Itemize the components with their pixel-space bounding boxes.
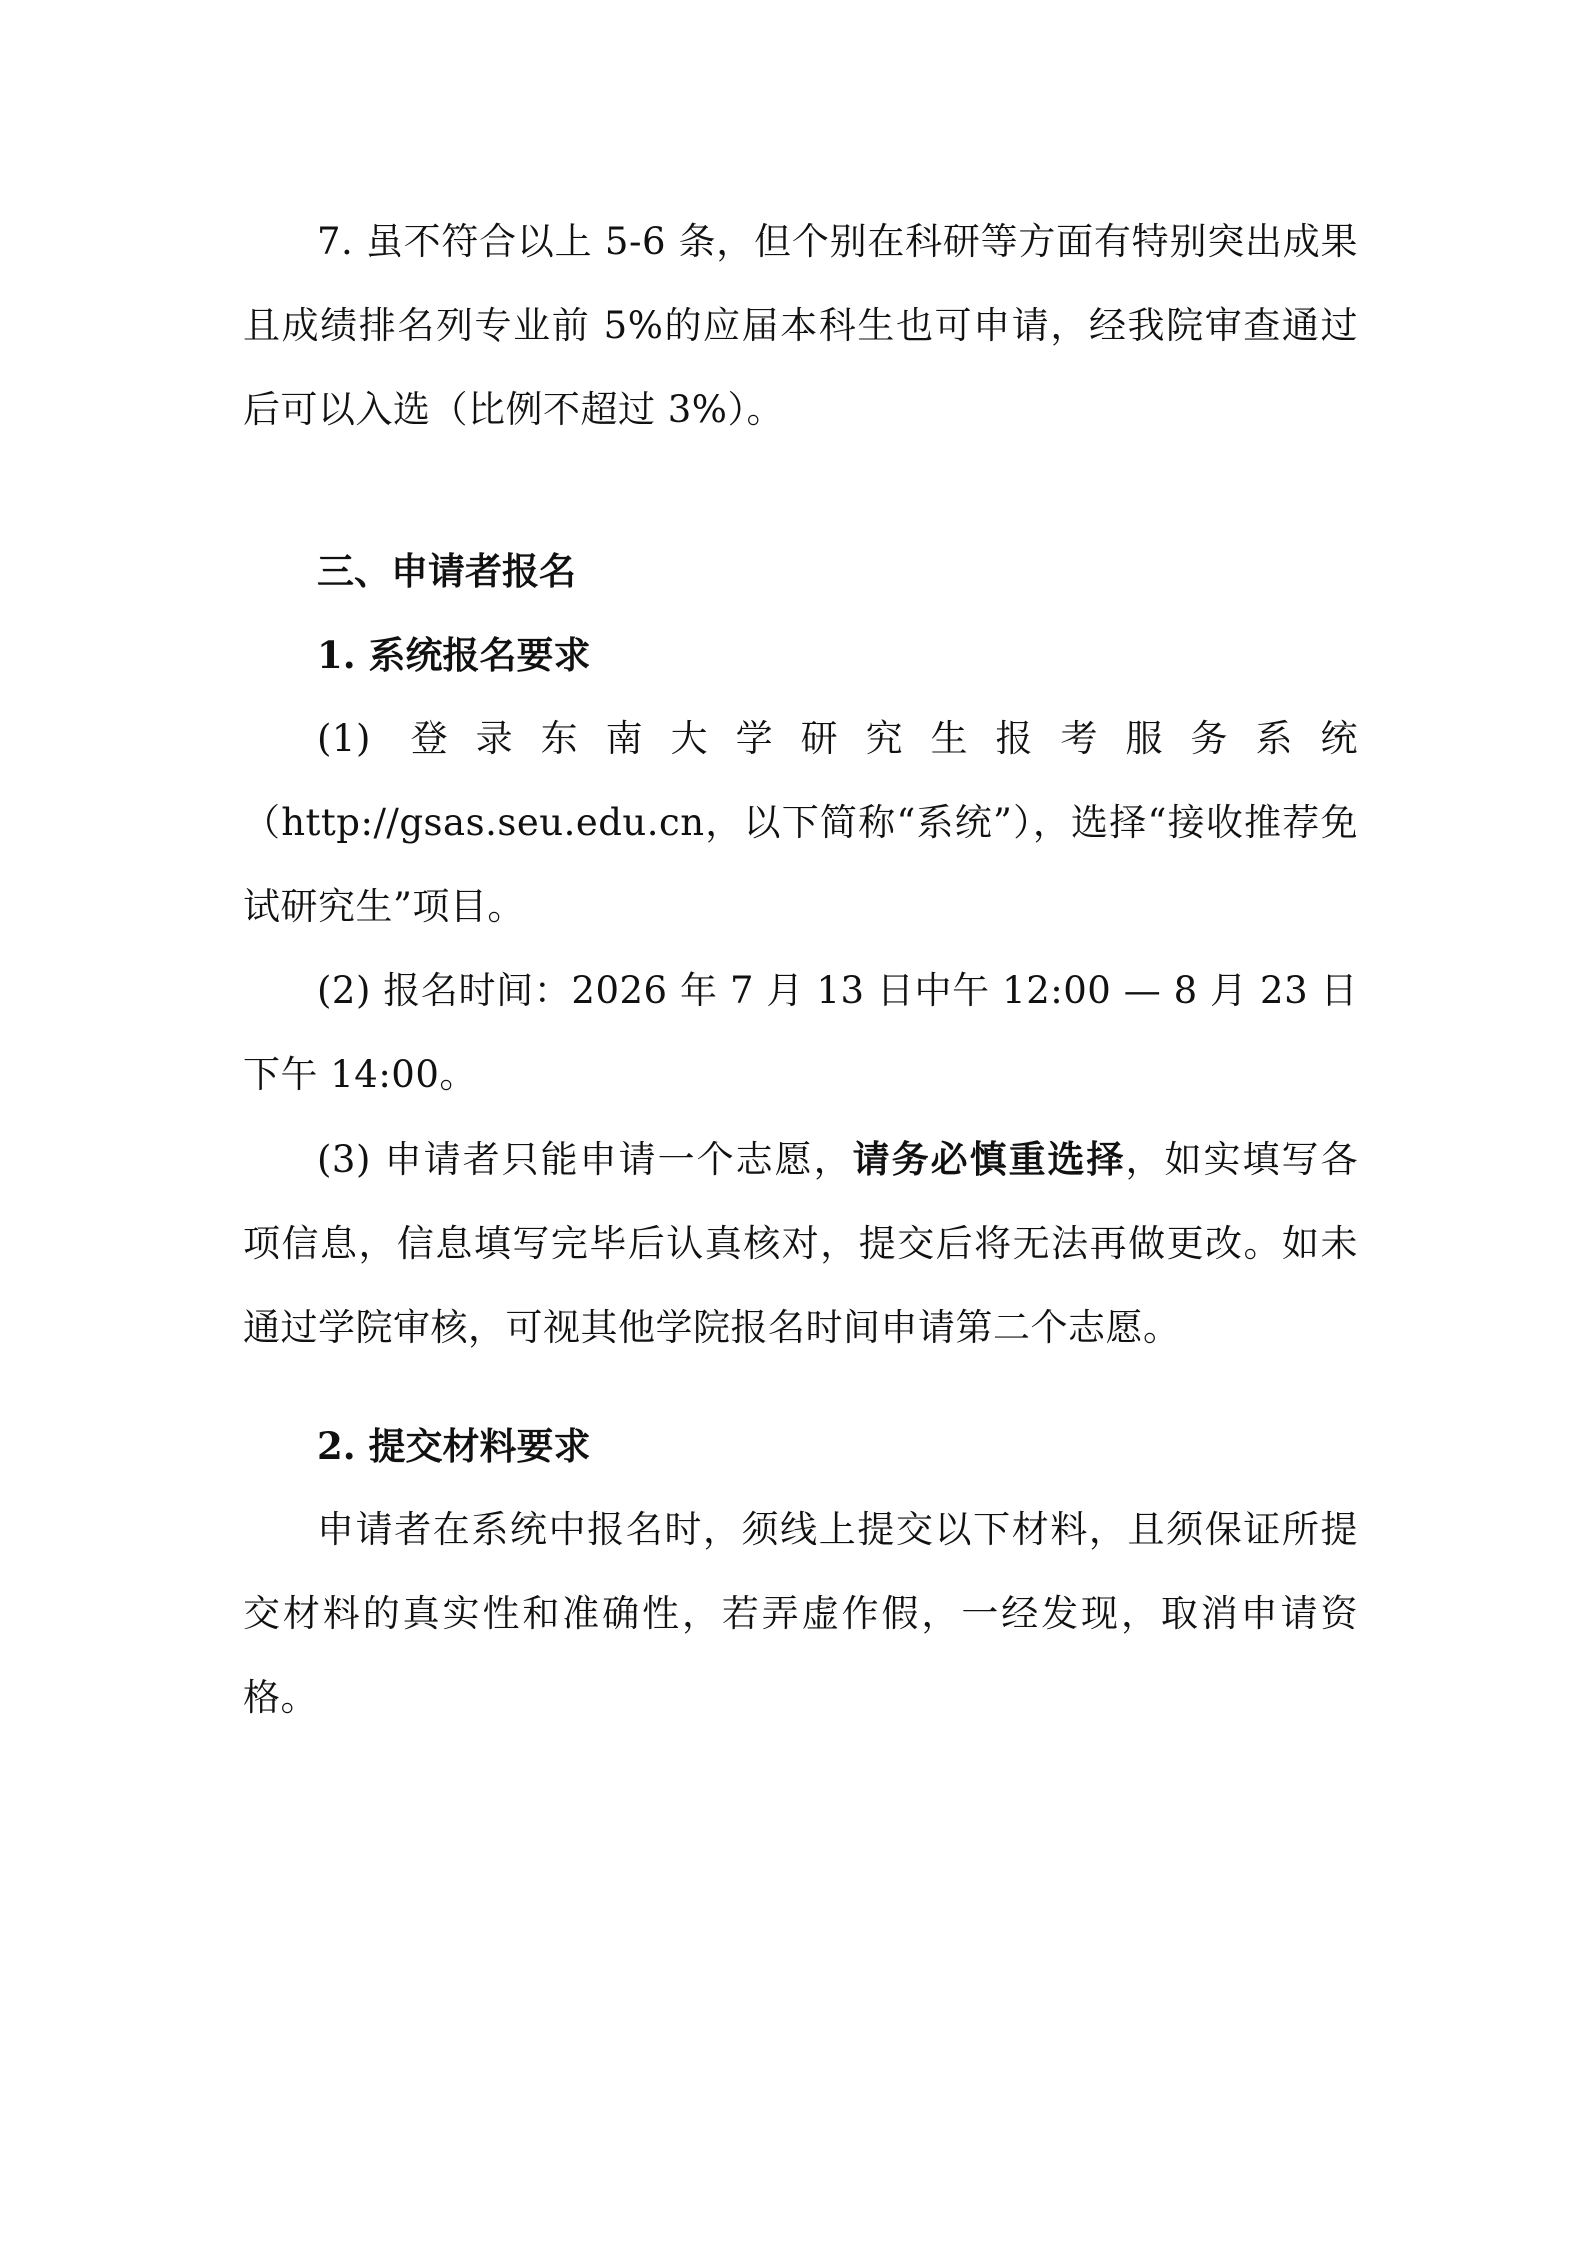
spacer <box>243 1370 1358 1404</box>
registration-time-paragraph: (2) 报名时间：2026 年 7 月 13 日中午 12:00 — 8 月 23 日下午 14:00。 <box>243 969 1358 1096</box>
item-7-paragraph: 7. 虽不符合以上 5-6 条，但个别在科研等方面有特别突出成果且成绩排名列专业前 5%的应届本科生也可申请，经我院审查通过后可以入选（比例不超过 3%）。 <box>243 220 1358 431</box>
document-body <box>243 200 1358 1740</box>
single-choice-text-start: (3) 申请者只能申请一个志愿， <box>317 1138 853 1181</box>
spacer <box>243 452 1358 529</box>
login-system-paragraph: (1) 登录东南大学研究生报考服务系统（http://gsas.seu.edu.cn，以下简称“系统”），选择“接收推荐免试研究生”项目。 <box>243 717 1358 928</box>
materials-paragraph: 申请者在系统中报名时，须线上提交以下材料，且须保证所提交材料的真实性和准确性，若弄虚作假，一经发现，取消申请资格。 <box>243 1508 1358 1719</box>
subsection-1-heading: 1. 系统报名要求 <box>317 633 591 677</box>
single-choice-text-end: ，如实填写各项信息，信息填写完毕后认真核对，提交后将无法再做更改。如未通过学院审核，可视其他学院报名时间申请第二个志愿。 <box>243 1138 1359 1349</box>
section-3-heading: 三、申请者报名 <box>317 549 576 593</box>
subsection-2-heading: 2. 提交材料要求 <box>317 1424 591 1468</box>
single-choice-emphasis: 请务必慎重选择 <box>852 1137 1126 1181</box>
single-choice-paragraph <box>243 1117 1358 1370</box>
